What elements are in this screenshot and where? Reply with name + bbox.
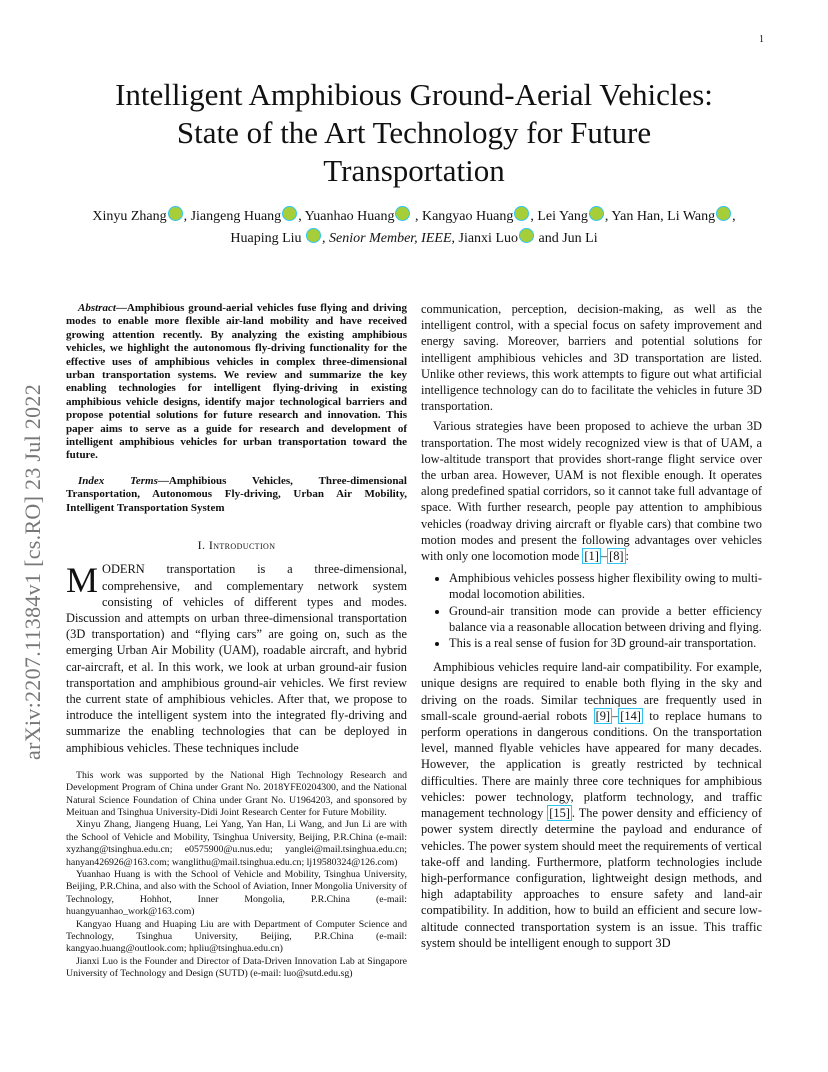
orcid-icon[interactable]	[395, 206, 410, 221]
title-line-3: Transportation	[323, 153, 505, 188]
drop-cap: M	[66, 560, 99, 601]
body-paragraph	[421, 659, 762, 951]
intro-paragraph	[66, 561, 407, 755]
footnote-affiliation: Yuanhao Huang is with the School of Vehicle and Mobility, Tsinghua University, Beijing, P.R.China, and also with the School of Aviation, Inner Mongolia University of Technology, Hohhot, Inner Mongolia, P.R.China (e-mail: huangyuanhao_work@163.com)	[66, 868, 407, 918]
author-list	[60, 206, 768, 250]
paragraph-text: Various strategies have been proposed to achieve the urban 3D transportation. The most widely recognized view is that of UAM, a low-altitude transport that provides short-range flight service over the urban area. However, UAM is not flexible enough. It operates along predefined spatial corridors, so it cannot take full advantage of space. With further research, people pay attention to amphibious vehicles (roadway driving aircraft or flyable cars) that combine two motion modes and present the following advantages over vehicles with only one locomotion mode	[421, 419, 762, 564]
orcid-icon[interactable]	[306, 228, 321, 243]
author-line-1	[60, 206, 768, 228]
arxiv-identifier: arXiv:2207.11384v1 [cs.RO] 23 Jul 2022	[20, 383, 45, 760]
author-name: , Jianxi Luo	[451, 231, 518, 246]
author-line-2	[60, 228, 768, 250]
orcid-icon[interactable]	[514, 206, 529, 221]
citation-link[interactable]: [1]	[584, 549, 599, 564]
paragraph-text: Amphibious vehicles require land-air compatibility. For example, unique designs are required to enable both flying in the sky and driving on the roads. Similar techniques are frequently used in small-scale ground-aerial robots	[421, 660, 762, 723]
orcid-icon[interactable]	[282, 206, 297, 221]
index-terms-text: —Amphibious Vehicles, Three-dimensional Transportation, Autonomous Fly-driving, Urban Air Mobility, Intelligent Transportation System	[66, 474, 407, 514]
paragraph-text: :	[625, 549, 629, 564]
author-name: , Lei Yang	[530, 209, 588, 224]
author-name: , Yuanhao Huang	[298, 209, 395, 224]
list-item: • Ground-air transition mode can provide a better efficiency balance via a reasonable allocation between driving and flying.	[449, 603, 762, 635]
index-terms-label: Index Terms	[78, 474, 158, 487]
footnote-funding: This work was supported by the National High Technology Research and Development Program of China under Grant No. 2018YFE0204300, and the National Natural Science Foundation of China under Grant No. U1964203, and sponsored by Meituan and Tsinghua University-Didi Joint Research Center for Future Mobility.	[66, 769, 407, 818]
footnotes	[66, 770, 407, 981]
citation-dash: –	[600, 549, 608, 564]
citation-link[interactable]: [14]	[620, 708, 641, 723]
citation-link[interactable]: [15]	[549, 806, 570, 821]
section-heading	[66, 537, 407, 553]
title-line-2: State of the Art Technology for Future	[176, 115, 652, 150]
orcid-icon[interactable]	[519, 228, 534, 243]
list-item: • Amphibious vehicles possess higher flexibility owing to multi-modal locomotion abilities.	[449, 570, 762, 602]
bullet-list	[421, 570, 762, 651]
title-line-1: Intelligent Amphibious Ground-Aerial Vehicles:	[115, 77, 713, 112]
author-name: Xinyu Zhang	[92, 209, 167, 224]
orcid-icon[interactable]	[716, 206, 731, 221]
intro-text: ODERN transportation is a three-dimensional, comprehensive, and complementary network system consisting of vehicles of different types and modes. Discussion and attempts on urban three-dimensional transportation (3D transportation) and “flying cars” are going on, such as the emerging Urban Air Mobility (UAM), roadable aircraft, and hybrid car-aircraft, et al. In this work, we look at urban ground-air fusion transportation and amphibious ground-air vehicles. We first review the current state of amphibious vehicles. After that, we propose to introduce the intelligent system into the integrated fly-driving and summarize the enabling technologies that can be deployed in amphibious vehicles. These techniques include	[66, 562, 407, 755]
paragraph-text: . The power density and efficiency of power system directly determine the payload and endurance of vehicles. The power system should meet the requirements of vertical take-off and landing. Furthermore, platform technologies include high-performance configuration, lightweight design methods, and high adaptability approaches to ensure safety and land-air compatibility. In addition, how to build an efficient and secure low-altitude connected transportation system is an issue. This traffic system should be intelligent enough to support 3D	[421, 806, 762, 950]
author-name: Huaping Liu	[230, 231, 306, 246]
section-number: I.	[197, 538, 209, 553]
abstract	[66, 302, 407, 463]
page-number: 1	[759, 34, 764, 45]
author-name: and Jun Li	[535, 231, 598, 246]
author-name: , Kangyao Huang	[411, 209, 514, 224]
orcid-icon[interactable]	[168, 206, 183, 221]
author-separator: ,	[732, 209, 736, 224]
orcid-icon[interactable]	[589, 206, 604, 221]
left-column	[66, 302, 407, 981]
right-column	[421, 301, 762, 951]
abstract-text: —Amphibious ground-aerial vehicles fuse flying and driving modes to enable more flexible air-land mobility and have received growing attention recently. By analyzing the existing amphibious vehicles, we highlight the autonomous fly-driving functionality for the effective uses of amphibious vehicles in complex three-dimensional urban transportation systems. We review and summarize the key enabling technologies for intelligent flying-driving in existing amphibious vehicle designs, identify major technological barriers and propose potential solutions for future research and innovation. This paper aims to serve as a guide for research and development of intelligent amphibious vehicles for urban transportation toward the future.	[66, 302, 407, 462]
citation-dash: –	[612, 708, 619, 723]
body-paragraph	[421, 418, 762, 564]
paragraph-text: to replace humans to perform operations in dangerous conditions. On the transportation level, manned flyable vehicles have appeared for many decades. However, the application is greatly restricted by technical difficulties. There are mainly three core techniques for amphibious vehicles: power technology, platform technology, and traffic management technology	[421, 708, 762, 821]
citation-link[interactable]: [8]	[609, 549, 624, 564]
author-name: , Yan Han, Li Wang	[604, 209, 716, 224]
abstract-label: Abstract	[78, 302, 116, 314]
section-title: Introduction	[208, 538, 276, 553]
list-item: • This is a real sense of fusion for 3D ground-air transportation.	[449, 635, 762, 651]
footnote-affiliation: Xinyu Zhang, Jiangeng Huang, Lei Yang, Yan Han, Li Wang, and Jun Li are with the School of Vehicle and Mobility, Tsinghua University, Beijing, P.R.China (e-mail: xyzhang@tsinghua.edu.cn; e0575900@u.nus.edu; yanglei@mail.tsinghua.edu.cn; hanyan426926@163.com; wanglithu@mail.tsinghua.edu.cn; lj19580324@126.com)	[66, 819, 407, 868]
footnote-affiliation: Kangyao Huang and Huaping Liu are with Department of Computer Science and Technology, Tsinghua University, Beijing, P.R.China (e-mail: kangyao.huang@outlook.com; hpliu@tsinghua.edu.cn)	[66, 918, 407, 955]
author-name: , Jiangeng Huang	[183, 209, 282, 224]
index-terms	[66, 475, 407, 515]
author-title: , Senior Member, IEEE	[322, 231, 452, 246]
citation-link[interactable]: [9]	[595, 708, 611, 723]
body-paragraph: communication, perception, decision-making, as well as the intelligent control, with a special focus on safety improvement and energy saving. Moreover, barriers and potential solutions for intelligent amphibious vehicles and 3D transportation are listed. Unlike other reviews, this work attempts to figure out what artificial intelligence technology can do to facilitate the vehicles in future 3D transportation.	[421, 302, 762, 414]
paper-title	[60, 76, 768, 190]
footnote-affiliation: Jianxi Luo is the Founder and Director of Data-Driven Innovation Lab at Singapore University of Technology and Design (SUTD) (e-mail: luo@sutd.edu.sg)	[66, 955, 407, 980]
